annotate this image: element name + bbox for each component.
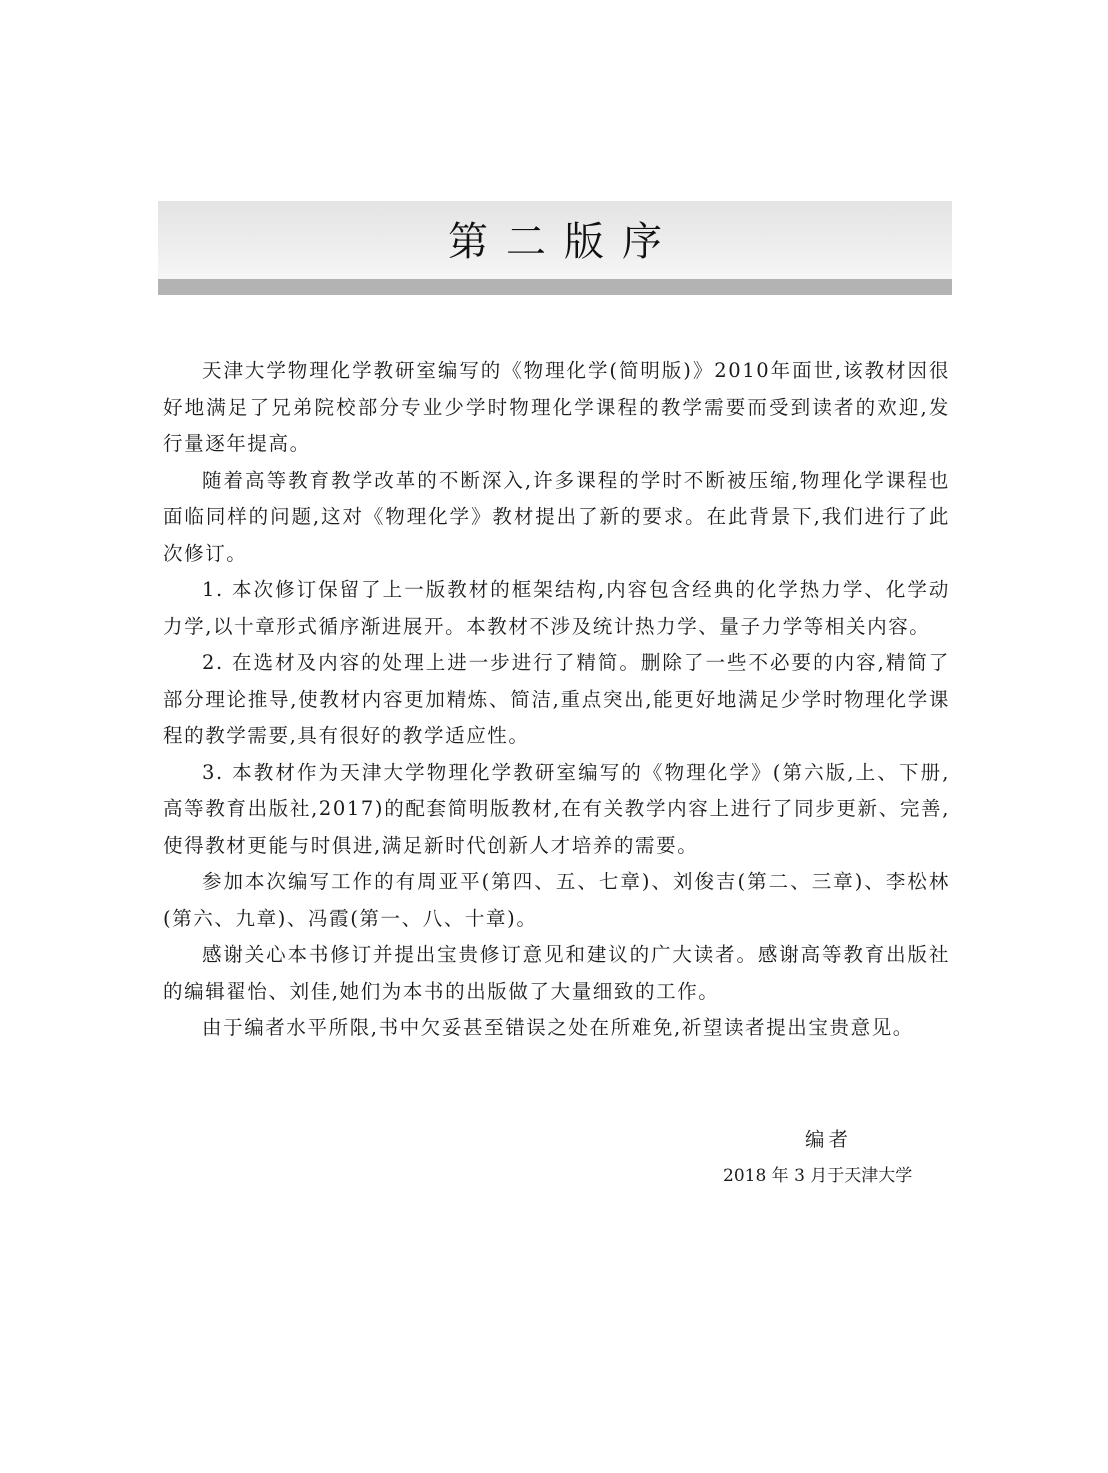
paragraph-point-2: 2. 在选材及内容的处理上进一步进行了精简。删除了一些不必要的内容,精简了部分理论推导,使教材内容更加精炼、简洁,重点突出,能更好地满足少学时物理化学课程的教学需要,具有很好的教学适应性。 xyxy=(163,651,950,747)
page-title: 第二版序 xyxy=(448,219,680,265)
signature-author: 编者 xyxy=(805,1128,853,1151)
paragraph-point-1: 1. 本次修订保留了上一版教材的框架结构,内容包含经典的化学热力学、化学动力学,以十章形式循序渐进展开。本教材不涉及统计热力学、量子力学等相关内容。 xyxy=(163,578,950,638)
paragraph-point-3: 3. 本教材作为天津大学物理化学教研室编写的《物理化学》(第六版,上、下册,高等教育出版社,2017)的配套简明版教材,在有关教学内容上进行了同步更新、完善,使得教材更能与时俱进,满足新时代创新人才培养的需要。 xyxy=(163,760,950,857)
paragraph-closing: 由于编者水平所限,书中欠妥甚至错误之处在所难免,祈望读者提出宝贵意见。 xyxy=(202,1016,914,1039)
paragraph-thanks: 感谢关心本书修订并提出宝贵修订意见和建议的广大读者。感谢高等教育出版社的编辑翟怡、刘佳,她们为本书的出版做了大量细致的工作。 xyxy=(163,943,950,1003)
paragraph-intro: 天津大学物理化学教研室编写的《物理化学(简明版)》2010年面世,该教材因很好地满足了兄弟院校部分专业少学时物理化学课程的教学需要而受到读者的欢迎,发行量逐年提高。 xyxy=(163,359,950,455)
preface-body xyxy=(163,353,950,1047)
paragraph-background: 随着高等教育教学改革的不断深入,许多课程的学时不断被压缩,物理化学课程也面临同样的问题,这对《物理化学》教材提出了新的要求。在此背景下,我们进行了此次修订。 xyxy=(163,468,950,565)
signature-date: 2018 年 3 月于天津大学 xyxy=(723,1166,913,1186)
paragraph-authors: 参加本次编写工作的有周亚平(第四、五、七章)、刘俊吉(第二、三章)、李松林(第六、九章)、冯霞(第一、八、十章)。 xyxy=(163,870,950,930)
